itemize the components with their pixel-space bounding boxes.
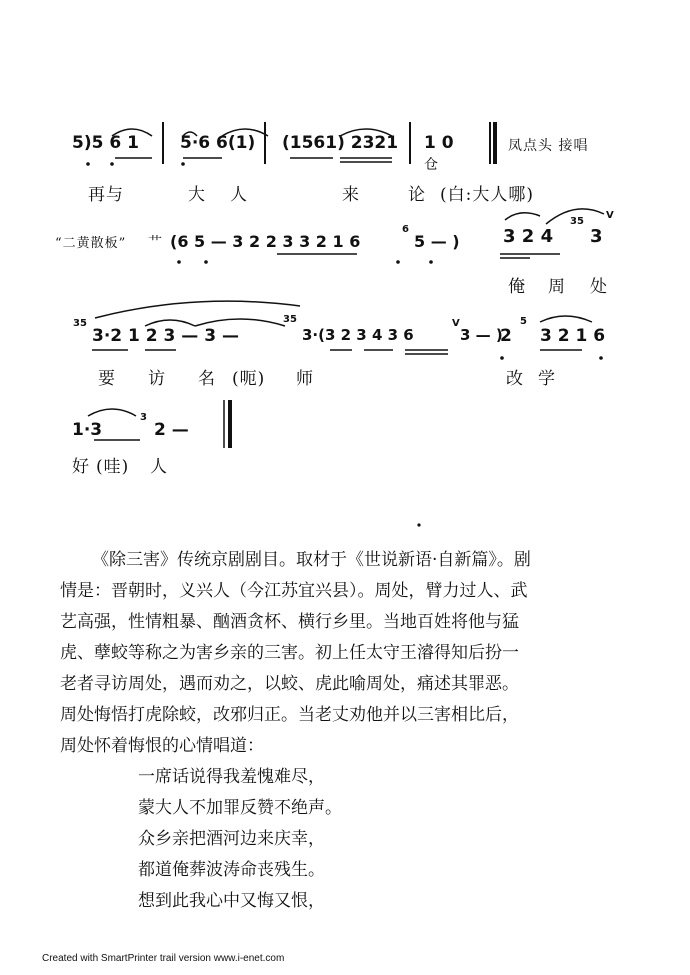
performance-note: 凤点头 接唱 [508, 138, 589, 154]
lyric-3-7: 学 [538, 369, 556, 389]
row2-end: 3 2 4 [503, 226, 554, 247]
row2-end2: 3 [590, 226, 603, 247]
measure-1: 5)5 6 1 [72, 133, 139, 153]
lyric-3-5: 师 [296, 369, 314, 389]
lyric-1-3: 人 [230, 185, 248, 205]
verse-line-4: 都道俺葬波涛命丧残生。 [138, 860, 325, 880]
row2-notes: (6 5 — 3 2 2 3 3 2 1 6 [170, 232, 361, 251]
tune-label: “二黄散板” [55, 236, 127, 251]
verse-line-5: 想到此我心中又悔又恨， [138, 891, 325, 911]
lyric-2-2: 周 [548, 277, 566, 297]
measure-4: 1 0 [424, 133, 454, 153]
lyric-2-3: 处 [590, 277, 608, 297]
paragraph-line-3: 艺高强，性情粗暴、酗酒贪杯、横行乡里。当地百姓将他与猛 [60, 612, 519, 632]
paragraph-line-7: 周处怀着悔恨的心情唱道： [60, 736, 264, 756]
row3-m-e: 3 2 1 6 [540, 326, 606, 346]
row3-grace-c: 5 [520, 316, 527, 327]
lyric-4-2: (哇) [96, 457, 130, 477]
row3-grace-a: 35 [73, 318, 87, 329]
paragraph-line-1: 《除三害》传统京剧剧目。取材于《世说新语·自新篇》。剧 [92, 550, 531, 570]
verse-line-2: 蒙大人不加罪反赞不绝声。 [138, 798, 342, 818]
row3-m-a: 3·2 1 2 3 — 3 — [92, 326, 239, 346]
row2-breath: V [606, 210, 614, 221]
paragraph-line-6: 周处悔悟打虎除蛟，改邪归正。当老丈劝他并以三害相比后， [60, 705, 519, 725]
paragraph-line-2: 情是：晋朝时，义兴人（今江苏宜兴县）。周处，臂力过人、武 [60, 581, 528, 601]
row2-after-grace: 5 — ) [414, 232, 460, 251]
paragraph-line-5: 老者寻访周处，遇而劝之，以蛟、虎此喻周处，痛述其罪恶。 [60, 674, 519, 694]
lyric-1-6: (白:大人哪) [440, 185, 534, 205]
footer-watermark: Created with SmartPrinter trail version www.i-enet.com [42, 953, 285, 964]
measure-3: (1561) 2321 [282, 133, 399, 153]
row2-grace1: 6 [402, 224, 409, 235]
row3-grace-b: 35 [283, 314, 297, 325]
paragraph-line-4: 虎、孽蛟等称之为害乡亲的三害。初上任太守王濬得知后扮一 [60, 643, 519, 663]
percussion-char: 仓 [424, 157, 439, 173]
lyric-1-4: 来 [342, 185, 360, 205]
lyric-3-3: 名 [198, 369, 216, 389]
lyric-1-5: 论 [408, 185, 426, 205]
row4-m: 1·3 [72, 420, 103, 440]
free-meter-mark: 艹 [148, 235, 163, 251]
lyric-3-6: 改 [506, 369, 524, 389]
verse-line-3: 众乡亲把酒河边来庆幸， [138, 829, 325, 849]
row2-grace2: 35 [570, 216, 584, 227]
row3-m-b: 3·(3 2 3 4 3 6 [302, 326, 414, 344]
lyric-1-2: 大 [188, 185, 206, 205]
measure-2: 5·6 6(1) [180, 133, 256, 153]
row3-breath: V [452, 318, 460, 329]
lyric-1-1: 再与 [88, 185, 124, 205]
lyric-2-1: 俺 [508, 277, 526, 297]
lyric-3-2: 访 [148, 369, 166, 389]
lyric-4-3: 人 [150, 457, 168, 477]
row3-m-c: 3 — ) [460, 326, 503, 344]
verse-line-1: 一席话说得我羞愧难尽， [138, 767, 325, 787]
lyric-3-4: (呃) [232, 369, 266, 389]
lyric-4-1: 好 [72, 457, 90, 477]
row3-m-d: 2 [500, 326, 512, 346]
row4-m2: 2 — [154, 420, 189, 440]
row4-grace: 3 [140, 412, 147, 423]
lyric-3-1: 要 [98, 369, 116, 389]
